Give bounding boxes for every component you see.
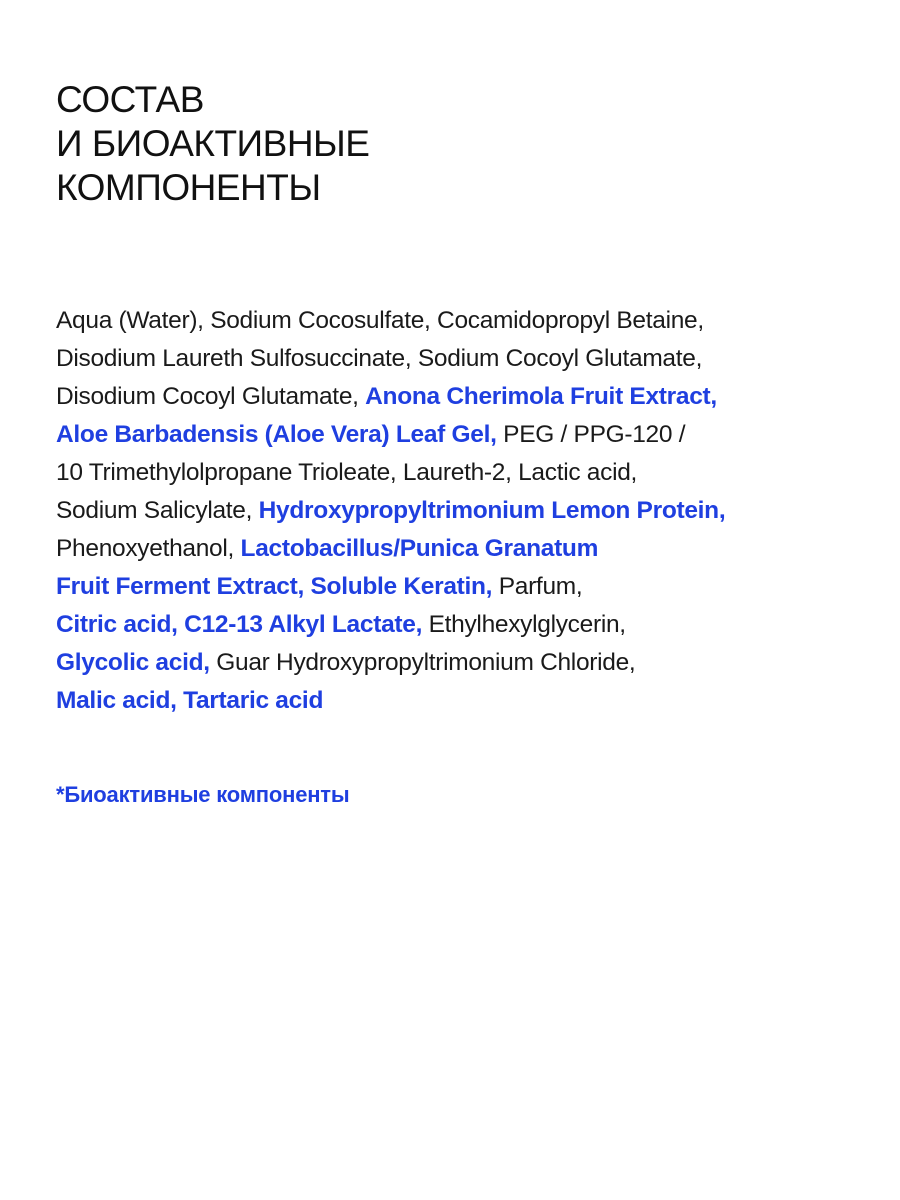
composition-page	[56, 78, 856, 810]
bioactive-ingredient: Fruit Ferment Extract, Soluble Keratin,	[56, 573, 493, 600]
title-line: СОСТАВ	[56, 79, 204, 120]
ingredient-text: Aqua (Water), Sodium Cocosulfate, Cocamidopropyl Betaine,	[56, 307, 704, 334]
ingredients-line	[56, 454, 856, 492]
page-title	[56, 78, 856, 210]
ingredient-text: Parfum,	[492, 573, 583, 600]
ingredients-line	[56, 644, 856, 682]
bioactive-ingredient: Malic acid, Tartaric acid	[56, 687, 324, 714]
ingredients-line	[56, 416, 856, 454]
ingredients-line	[56, 682, 856, 720]
title-line: КОМПОНЕНТЫ	[56, 167, 321, 208]
ingredient-text: PEG / PPG-120 /	[496, 421, 686, 448]
ingredient-text: Guar Hydroxypropyltrimonium Chloride,	[209, 649, 636, 676]
bioactive-ingredient: Anona Cherimola Fruit Extract,	[365, 383, 717, 410]
ingredient-text: Disodium Cocoyl Glutamate,	[56, 383, 366, 410]
bioactive-footnote: *Биоактивные компоненты	[56, 782, 350, 807]
ingredients-line	[56, 530, 856, 568]
ingredient-text: Phenoxyethanol,	[56, 535, 241, 562]
ingredients-line	[56, 606, 856, 644]
bioactive-ingredient: Glycolic acid,	[56, 649, 210, 676]
ingredients-line	[56, 340, 856, 378]
bioactive-ingredient: Hydroxypropyltrimonium Lemon Protein,	[258, 497, 726, 524]
ingredients-line	[56, 378, 856, 416]
bioactive-ingredient: Lactobacillus/Punica Granatum	[240, 535, 599, 562]
ingredients-line	[56, 568, 856, 606]
ingredient-text: Sodium Salicylate,	[56, 497, 259, 524]
title-line: И БИОАКТИВНЫЕ	[56, 123, 370, 164]
ingredients-line	[56, 492, 856, 530]
bioactive-ingredient: Aloe Barbadensis (Aloe Vera) Leaf Gel,	[56, 421, 497, 448]
ingredient-text: Ethylhexylglycerin,	[422, 611, 626, 638]
ingredients-list	[56, 302, 856, 720]
ingredient-text: Disodium Laureth Sulfosuccinate, Sodium Cocoyl Glutamate,	[56, 345, 703, 372]
ingredients-line	[56, 302, 856, 340]
ingredient-text: 10 Trimethylolpropane Trioleate, Laureth-2, Lactic acid,	[56, 459, 638, 486]
bioactive-ingredient: Citric acid, C12-13 Alkyl Lactate,	[56, 611, 423, 638]
